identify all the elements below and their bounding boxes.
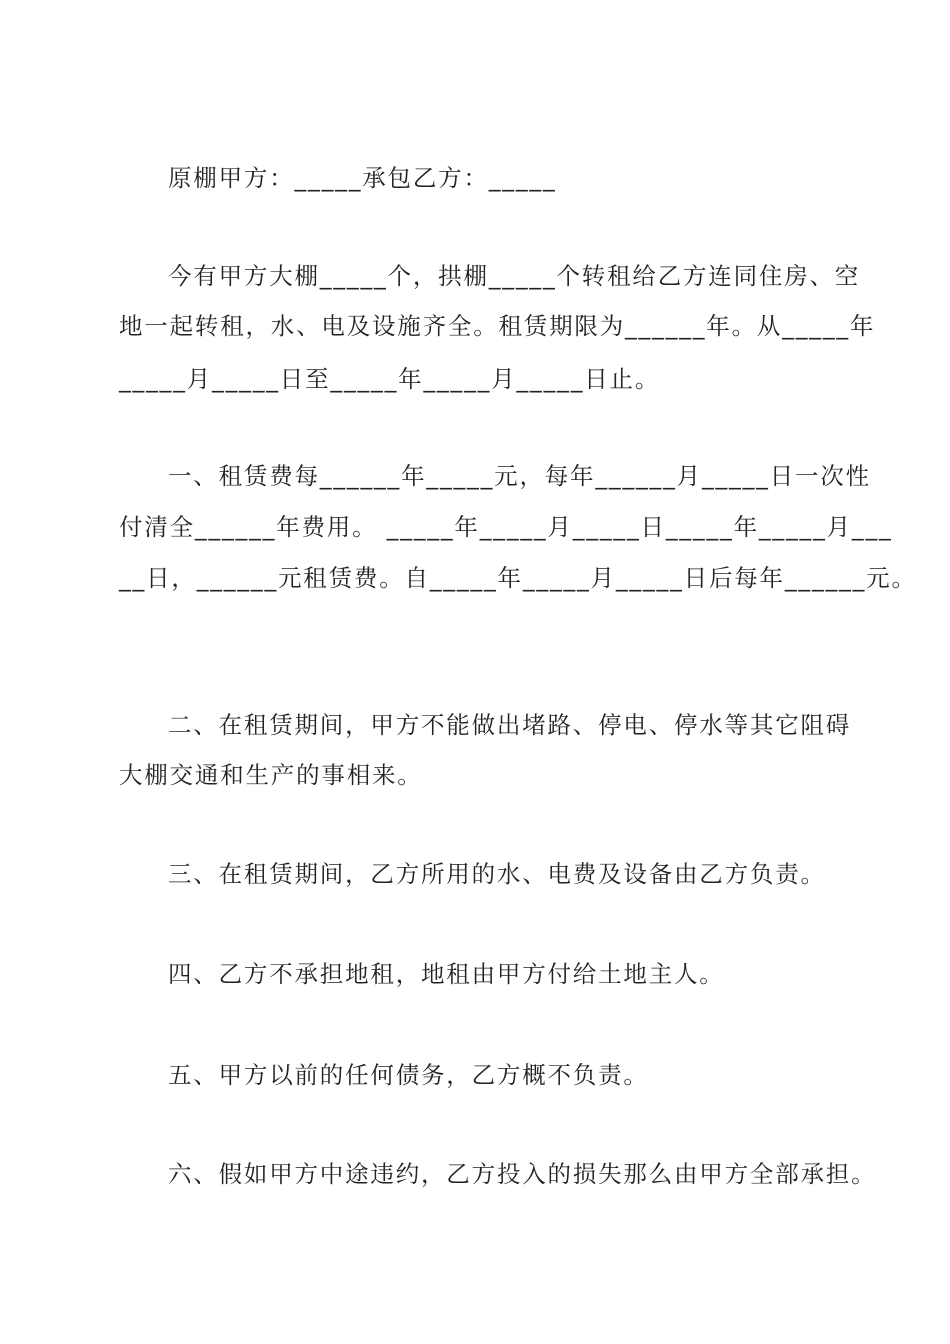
clause-5: 五、甲方以前的任何债务，乙方概不负责。	[168, 1061, 649, 1089]
clause-2-line-1: 二、在租赁期间，甲方不能做出堵路、停电、停水等其它阻碍	[168, 711, 852, 739]
clause-4: 四、乙方不承担地租，地租由甲方付给土地主人。	[168, 960, 725, 988]
clause-2-line-2: 大棚交通和生产的事相来。	[119, 761, 423, 789]
intro-line-2: 地一起转租，水、电及设施齐全。租赁期限为______年。从_____年	[119, 312, 876, 340]
clause-3: 三、在租赁期间，乙方所用的水、电费及设备由乙方负责。	[168, 860, 826, 888]
clause-1-line-3: __日，______元租赁费。自_____年_____月_____日后每年______元。	[119, 564, 917, 592]
intro-line-3: _____月_____日至_____年_____月_____日止。	[119, 365, 661, 393]
clause-1-line-2: 付清全______年费用。 _____年_____月_____日_____年_____月___	[119, 513, 893, 541]
parties-line: 原棚甲方：_____承包乙方：_____	[168, 164, 557, 192]
clause-6: 六、假如甲方中途违约，乙方投入的损失那么由甲方全部承担。	[168, 1160, 877, 1188]
clause-1-line-1: 一、租赁费每______年_____元，每年______月_____日一次性	[168, 462, 871, 490]
intro-line-1: 今有甲方大棚_____个，拱棚_____个转租给乙方连同住房、空	[168, 262, 861, 290]
